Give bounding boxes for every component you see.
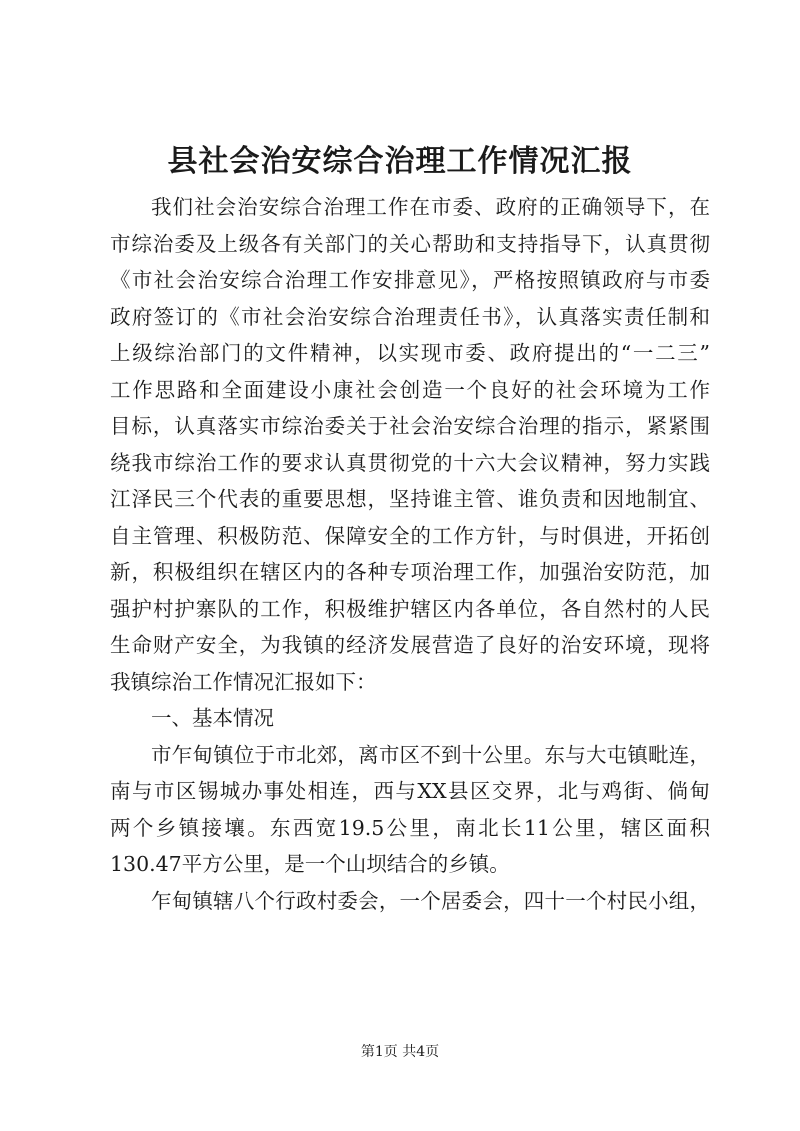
text-line: 上级综治部门的文件精神，以实现市委、政府提出的“一二三” xyxy=(110,341,710,365)
text-line: 江泽民三个代表的重要思想，坚持谁主管、谁负责和因地制宜、 xyxy=(110,487,710,511)
text-line: 我镇综治工作情况汇报如下： xyxy=(110,669,377,694)
text-line: 生命财产安全，为我镇的经济发展营造了良好的治安环境，现将 xyxy=(110,633,710,657)
text-line: 南与市区锡城办事处相连，西与XX县区交界，北与鸡街、倘甸 xyxy=(110,779,710,803)
section-heading: 一、基本情况 xyxy=(151,706,274,730)
text-line: 强护村护寨队的工作，积极维护辖区内各单位，各自然村的人民 xyxy=(110,596,710,621)
page-footer: 第1页 共4页 xyxy=(360,1044,440,1060)
text-line: 市综治委及上级各有关部门的关心帮助和支持指导下，认真贯彻 xyxy=(110,231,710,256)
text-line: 政府签订的《市社会治安综合治理责任书》，认真落实责任制和 xyxy=(110,304,710,329)
text-line: 新，积极组织在辖区内的各种专项治理工作，加强治安防范，加 xyxy=(110,560,710,584)
text-line: 工作思路和全面建设小康社会创造一个良好的社会环境为工作 xyxy=(110,377,710,402)
text-line: 130.47平方公里，是一个山坝结合的乡镇。 xyxy=(110,852,510,876)
text-line: 乍甸镇辖八个行政村委会，一个居委会，四十一个村民小组， xyxy=(151,888,710,913)
text-line: 我们社会治安综合治理工作在市委、政府的正确领导下，在 xyxy=(151,195,710,219)
text-line: 自主管理、积极防范、保障安全的工作方针，与时俱进，开拓创 xyxy=(110,523,710,548)
document-body xyxy=(110,189,710,919)
text-line: 市乍甸镇位于市北郊，离市区不到十公里。东与大屯镇毗连， xyxy=(151,742,710,767)
document-title: 县社会治安综合治理工作情况汇报 xyxy=(167,144,633,179)
text-line: 目标，认真落实市综治委关于社会治安综合治理的指示，紧紧围 xyxy=(110,414,710,438)
text-line: 两个乡镇接壤。东西宽19.5公里，南北长11公里，辖区面积 xyxy=(110,815,710,840)
text-line: 《市社会治安综合治理工作安排意见》，严格按照镇政府与市委 xyxy=(110,268,710,292)
text-line: 绕我市综治工作的要求认真贯彻党的十六大会议精神，努力实践 xyxy=(110,450,710,475)
